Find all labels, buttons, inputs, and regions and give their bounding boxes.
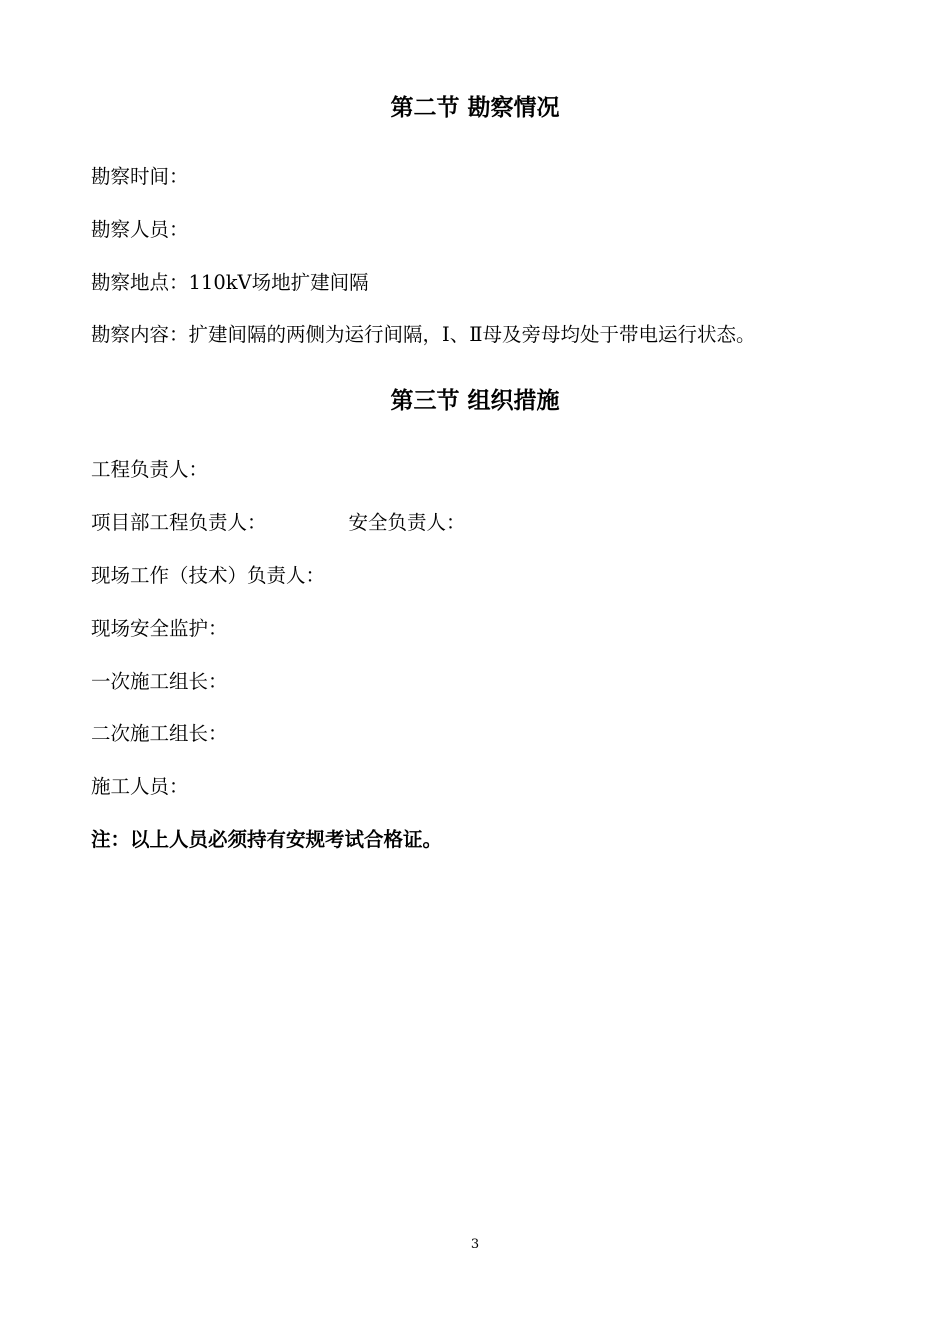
survey-content-line: 勘察内容：扩建间隔的两侧为运行间隔，Ⅰ、Ⅱ母及旁母均处于带电运行状态。 <box>91 323 756 346</box>
survey-time-line: 勘察时间： <box>91 165 189 188</box>
survey-location-line: 勘察地点：110kV场地扩建间隔 <box>91 271 369 294</box>
project-manager-line: 工程负责人： <box>91 458 209 481</box>
safety-officer-label: 安全负责人： <box>348 511 466 534</box>
department-manager-line <box>91 510 466 536</box>
certification-note: 注：以上人员必须持有安规考试合格证。 <box>91 828 443 851</box>
survey-personnel-line: 勘察人员： <box>91 218 189 241</box>
page-number: 3 <box>470 1237 480 1252</box>
site-technical-lead-line: 现场工作（技术）负责人： <box>91 564 326 587</box>
secondary-team-leader-line: 二次施工组长： <box>91 722 228 745</box>
section-2-title: 第二节 勘察情况 <box>390 95 560 121</box>
department-manager-label: 项目部工程负责人： <box>91 511 267 534</box>
section-3-title: 第三节 组织措施 <box>390 388 560 414</box>
construction-staff-line: 施工人员： <box>91 775 189 798</box>
primary-team-leader-line: 一次施工组长： <box>91 670 228 693</box>
site-safety-supervisor-line: 现场安全监护： <box>91 617 228 640</box>
